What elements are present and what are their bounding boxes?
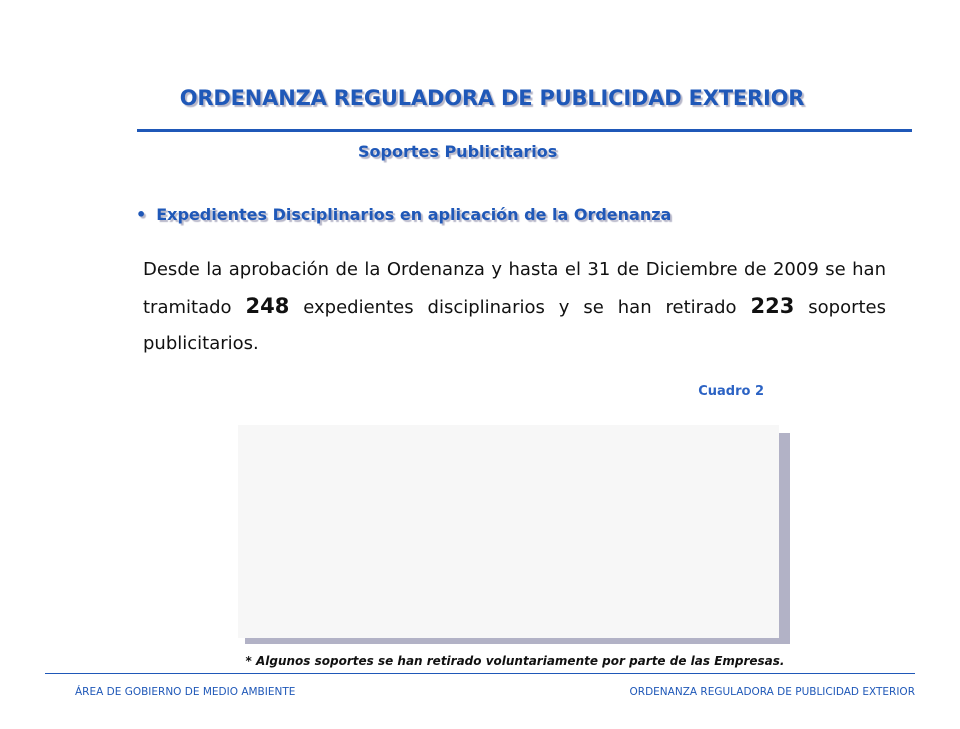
soportes-count: 223 <box>750 294 795 318</box>
section-heading <box>136 205 671 224</box>
paragraph-text-2: expedientes disciplinarios y se han retirado <box>289 297 751 318</box>
footer-divider <box>45 673 915 674</box>
paragraph-text-1: Desde la aprobación de la Ordenanza y hasta el 31 de Diciembre de 2009 se han tramitado <box>143 259 886 318</box>
footer-document-title: ORDENANZA REGULADORA DE PUBLICIDAD EXTERIOR <box>629 686 915 698</box>
footer-department: ÁREA DE GOBIERNO DE MEDIO AMBIENTE <box>75 686 296 698</box>
page-title: ORDENANZA REGULADORA DE PUBLICIDAD EXTERIOR <box>179 86 805 110</box>
expedientes-count: 248 <box>245 294 290 318</box>
footnote: * Algunos soportes se han retirado voluntariamente por parte de las Empresas. <box>245 654 785 668</box>
body-paragraph <box>143 252 886 362</box>
bullet-icon: • <box>136 205 147 224</box>
table-panel <box>238 425 779 638</box>
table-caption: Cuadro 2 <box>698 384 764 399</box>
paragraph-text-3: soportes publicitarios. <box>143 297 886 354</box>
page-subtitle: Soportes Publicitarios <box>358 142 558 161</box>
section-heading-text: Expedientes Disciplinarios en aplicación de la Ordenanza <box>156 205 672 224</box>
title-divider <box>137 129 912 132</box>
